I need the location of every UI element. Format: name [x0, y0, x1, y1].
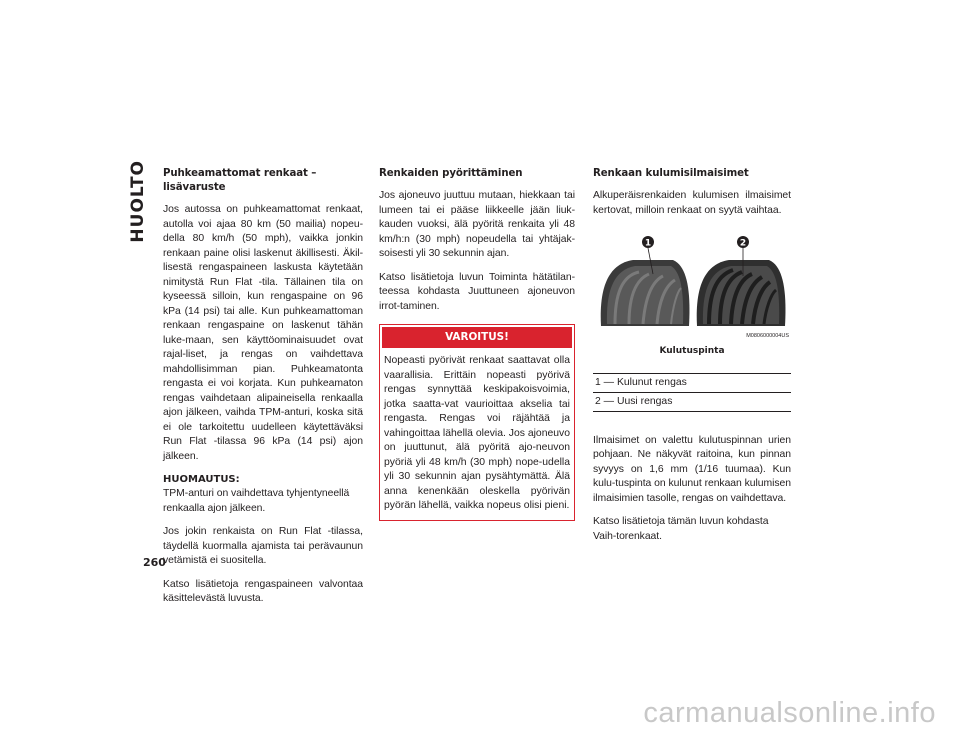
callout-2: 2	[739, 238, 747, 249]
heading-run-flat: Puhkeamattomat renkaat – lisävaruste	[163, 168, 317, 193]
worn-tire-image	[601, 260, 690, 326]
paragraph-run-flat-2: Jos jokin renkaista on Run Flat -tilassa, täydellä kuormalla ajamista tai perävaunun vetämistä ei suositella.	[163, 526, 363, 566]
watermark[interactable]: carmanualsonline.info	[643, 697, 936, 729]
legend-row	[593, 392, 791, 411]
column-tire-spinning	[379, 167, 575, 521]
legend-item-new: 2 — Uusi rengas	[593, 392, 791, 411]
figure-legend	[593, 373, 791, 412]
heading-tread-indicators: Renkaan kulumisilmaisimet	[593, 168, 749, 179]
paragraph-tire-spinning-2: Katso lisätietoja luvun Toiminta hätätilan-teessa kohdasta Juuttuneen ajoneuvon irrot-taminen.	[379, 271, 575, 312]
warning-title: VAROITUS!	[380, 325, 574, 350]
warning-text: Nopeasti pyörivät renkaat saattavat olla vaarallisia. Erittäin nopeasti pyörivä rengas synnyttää keskipakoisvoimia, jotka saatta-vat vaurioittaa akselia tai rengasta. Rengas voi räjähtää ja vahingoittaa lähellä olevia. Jos ajoneuvo on juuttunut, älä pyöritä ajo-neuvon pyöriä yli 48 km/h (30 mph) nope-udella yli 30 sekunnin ajan pysähtymättä. Älä anna kenenkään oleskella pyörivän pyörän lähellä, vaikka nopeus olisi pieni.	[384, 355, 571, 511]
paragraph-tread-3: Katso lisätietoja tämän luvun kohdasta Vaih-torenkaat.	[593, 516, 769, 542]
warning-box	[379, 324, 575, 521]
heading-tire-spinning: Renkaiden pyörittäminen	[379, 168, 523, 179]
figure-caption: Kulutuspinta	[659, 346, 725, 356]
tire-illustration	[593, 230, 791, 340]
legend-row	[593, 373, 791, 392]
paragraph-run-flat-1: Jos autossa on puhkeamattomat renkaat, autolla voi ajaa 80 km (50 mailia) nopeu-della 80 km/h (50 mph), vaikka jonkin renkaan paine olisi laskenut äkillisesti. Äkil-lisestä rengaspaineen laskusta käytetään nimitystä Run Flat -tila. Tällainen tila on kyseessä silloin, kun rengaspaine on 96 kPa (14 psi) tai alle. Kun puhkeamattoman renkaan rengaspaine on laskenut tähän luke-maan, sen käyttöominaisuudet ovat rajal-liset, ja rengas on vaihdettava mahdollisimman pian. Puhkeamatonta rengasta ei voi korjata. Kun puhkeamaton rengas vaihdetaan alipaineisella renkaalla ajon jälkeen, vaihda TPM-anturi, koska sitä ei ole tarkoitettu uudelleen käytettäväksi Run Flat -tilassa 96 kPa (14 psi) ajon jälkeen.	[163, 204, 363, 462]
tread-figure	[593, 230, 791, 340]
paragraph-run-flat-3: Katso lisätietoja rengaspaineen valvontaa käsittelevästä luvusta.	[163, 578, 363, 604]
paragraph-tire-spinning-1: Jos ajoneuvo juuttuu mutaan, hiekkaan tai lumeen tai ei pääse liikkeelle jään liuk-kauden vuoksi, älä pyöritä renkaita yli 48 km/h:n (30 mph) nopeudella tai yhtäjak-soisesti yli 30 sekunnin ajan.	[379, 190, 575, 259]
section-tab: HUOLTO	[128, 160, 148, 243]
callout-1: 1	[644, 238, 652, 249]
page-number: 260	[143, 556, 166, 569]
note-text: TPM-anturi on vaihdettava tyhjentyneellä renkaalla ajon jälkeen.	[163, 488, 350, 514]
new-tire-image	[697, 260, 786, 326]
paragraph-tread-1: Alkuperäisrenkaiden kulumisen ilmaisimet kertovat, milloin renkaat on syytä vaihtaa.	[593, 190, 791, 216]
figure-code: M0806000004US	[746, 333, 789, 339]
column-tread-indicators	[593, 167, 791, 553]
column-run-flat	[163, 167, 363, 616]
paragraph-tread-2: Ilmaisimet on valettu kulutuspinnan urien pohjaan. Ne näkyvät raitoina, kun pinnan syvyys on 1,6 mm (1/16 tuumaa). Kun kulu-tuspinta on kulunut renkaan kulumisen ilmaisimien tasolle, rengas on vaihdettava.	[593, 434, 791, 504]
legend-item-worn: 1 — Kulunut rengas	[593, 373, 791, 392]
note-title: HUOMAUTUS:	[163, 474, 240, 485]
